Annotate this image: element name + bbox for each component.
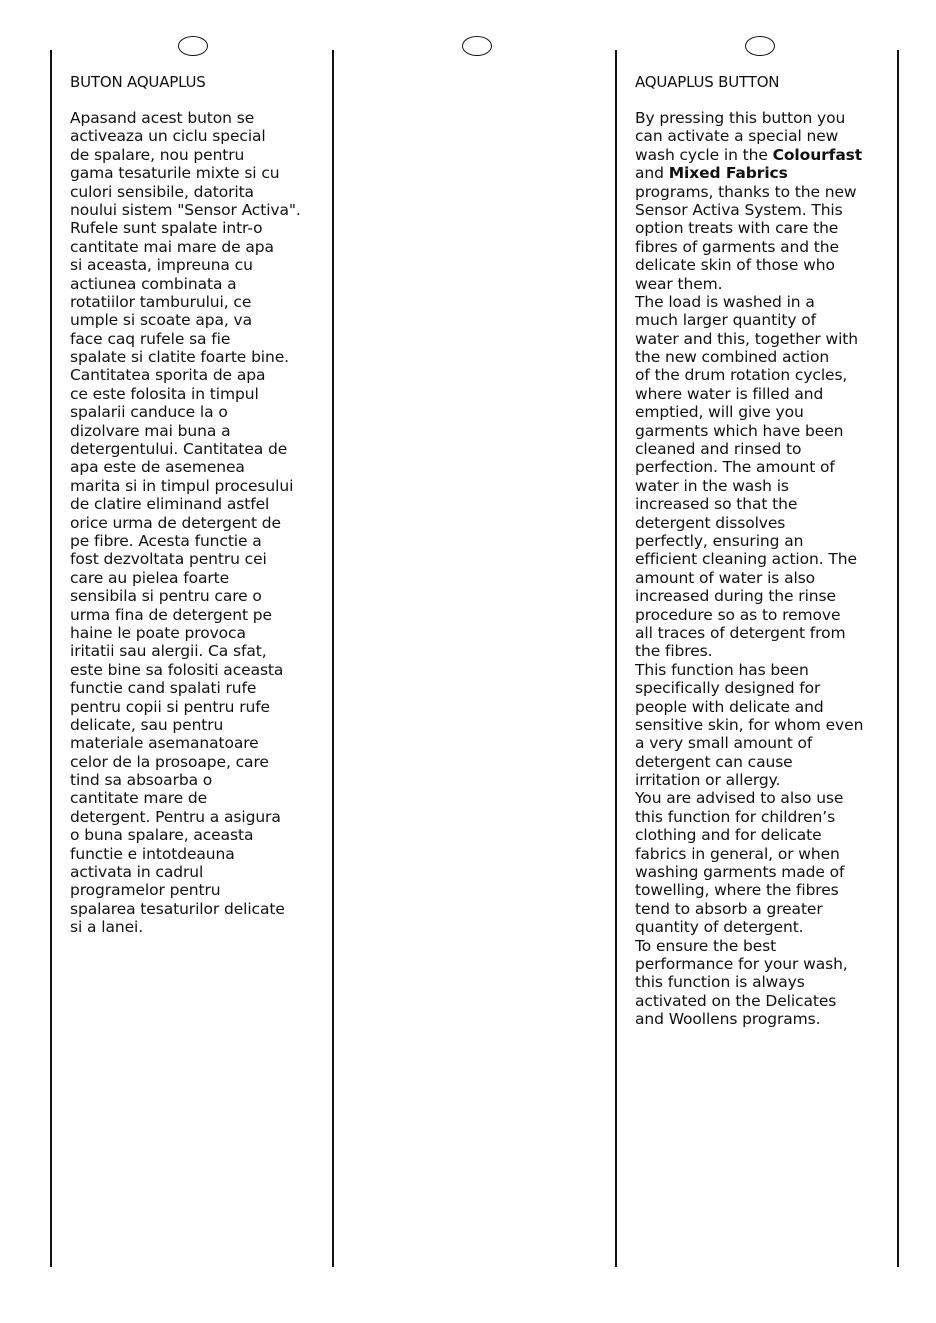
right-line: this function for children’s xyxy=(635,807,836,826)
right-line: specifically designed for xyxy=(635,679,821,698)
right-line: efficient cleaning action. The xyxy=(635,550,857,569)
left-line: detergent. Pentru a asigura xyxy=(70,807,281,826)
right-line: and Woollens programs. xyxy=(635,1010,821,1029)
right-line: water in the wash is xyxy=(635,476,789,495)
left-line: functie cand spalati rufe xyxy=(70,679,257,698)
left-line: haine le poate provoca xyxy=(70,623,246,642)
left-line: face caq rufele sa fie xyxy=(70,329,231,348)
right-line: where water is filled and xyxy=(635,384,824,403)
left-line: materiale asemanatoare xyxy=(70,734,259,753)
left-line: dizolvare mai buna a xyxy=(70,421,231,440)
right-line: emptied, will give you xyxy=(635,403,804,422)
left-line: de spalare, nou pentru xyxy=(70,145,245,164)
right-line: performance for your wash, xyxy=(635,954,848,973)
right-line: To ensure the best xyxy=(635,936,777,955)
mixed-fabrics-emphasis: Mixed Fabrics xyxy=(668,164,788,183)
left-line: celor de la prosoape, care xyxy=(70,752,269,771)
right-line: delicate skin of those who xyxy=(635,256,835,275)
right-line: amount of water is also xyxy=(635,568,816,587)
left-line: iritatii sau alergii. Ca sfat, xyxy=(70,642,267,661)
right-line: water and this, together with xyxy=(635,329,858,348)
right-line: this function is always xyxy=(635,973,805,992)
left-line: apa este de asemenea xyxy=(70,458,245,477)
left-line: orice urma de detergent de xyxy=(70,513,281,532)
right-line: garments which have been xyxy=(635,421,844,440)
left-line: delicate, sau pentru xyxy=(70,715,224,734)
language-marker-oval-left xyxy=(178,36,208,56)
left-line: noului sistem "Sensor Activa". xyxy=(70,200,301,219)
right-line: The load is washed in a xyxy=(635,292,815,311)
language-marker-oval-middle xyxy=(462,36,492,56)
right-line: a very small amount of xyxy=(635,734,813,753)
left-line: pe fibre. Acesta functie a xyxy=(70,531,262,550)
right-line: Sensor Activa System. This xyxy=(635,200,843,219)
right-heading: AQUAPLUS BUTTON xyxy=(635,73,780,91)
right-body xyxy=(635,109,893,1029)
right-line: quantity of detergent. xyxy=(635,918,804,937)
left-line: rotatiilor tamburului, ce xyxy=(70,292,252,311)
right-line: detergent can cause xyxy=(635,752,793,771)
right-line: much larger quantity of xyxy=(635,311,816,330)
right-line: fabrics in general, or when xyxy=(635,844,840,863)
left-line: cantitate mare de xyxy=(70,789,208,808)
left-line: umple si scoate apa, va xyxy=(70,311,253,330)
right-line: tend to absorb a greater xyxy=(635,899,823,918)
right-line: wear them. xyxy=(635,274,723,293)
right-line: This function has been xyxy=(635,660,809,679)
right-line: perfectly, ensuring an xyxy=(635,531,804,550)
left-line: actiunea combinata a xyxy=(70,274,237,293)
column-rule-1 xyxy=(50,50,52,1267)
left-line: Rufele sunt spalate intr-o xyxy=(70,219,263,238)
right-line: can activate a special new xyxy=(635,127,839,146)
right-line-text: wash cycle in the xyxy=(635,145,773,164)
right-line: fibres of garments and the xyxy=(635,237,839,256)
right-line: increased during the rinse xyxy=(635,587,836,606)
right-line: towelling, where the fibres xyxy=(635,881,839,900)
left-line: spalarii canduce la o xyxy=(70,403,228,422)
left-line: Cantitatea sporita de apa xyxy=(70,366,266,385)
right-line: washing garments made of xyxy=(635,863,845,882)
left-line: spalate si clatite foarte bine. xyxy=(70,348,290,367)
right-line xyxy=(635,164,893,182)
right-line: irritation or allergy. xyxy=(635,771,781,790)
left-line: detergentului. Cantitatea de xyxy=(70,440,288,459)
colourfast-emphasis: Colourfast xyxy=(772,145,863,164)
left-line: programelor pentru xyxy=(70,881,221,900)
left-line: culori sensibile, datorita xyxy=(70,182,254,201)
left-line: cantitate mai mare de apa xyxy=(70,237,274,256)
left-line: urma fina de detergent pe xyxy=(70,605,272,624)
right-line: By pressing this button you xyxy=(635,109,846,127)
right-line: perfection. The amount of xyxy=(635,458,835,477)
left-line: gama tesaturile mixte si cu xyxy=(70,164,280,183)
right-line: programs, thanks to the new xyxy=(635,182,857,201)
right-line: detergent dissolves xyxy=(635,513,786,532)
language-marker-oval-right xyxy=(745,36,775,56)
right-line: option treats with care the xyxy=(635,219,839,238)
right-line: You are advised to also use xyxy=(635,789,844,808)
right-line: clothing and for delicate xyxy=(635,826,822,845)
left-line: activeaza un ciclu special xyxy=(70,127,266,146)
right-line: people with delicate and xyxy=(635,697,824,716)
left-body xyxy=(70,109,328,937)
right-line: of the drum rotation cycles, xyxy=(635,366,848,385)
right-line: cleaned and rinsed to xyxy=(635,440,802,459)
left-line: si aceasta, impreuna cu xyxy=(70,256,253,275)
left-line: o buna spalare, aceasta xyxy=(70,826,254,845)
left-line: tind sa absoarba o xyxy=(70,771,213,790)
right-line: all traces of detergent from xyxy=(635,623,846,642)
left-line: functie e intotdeauna xyxy=(70,844,235,863)
left-line: sensibila si pentru care o xyxy=(70,587,262,606)
right-line-text: and xyxy=(635,164,669,183)
column-rule-3 xyxy=(615,50,617,1267)
column-rule-4 xyxy=(897,50,899,1267)
right-line: procedure so as to remove xyxy=(635,605,841,624)
left-line: marita si in timpul procesului xyxy=(70,476,294,495)
left-line: activata in cadrul xyxy=(70,863,204,882)
left-line: care au pielea foarte xyxy=(70,568,230,587)
left-line: este bine sa folositi aceasta xyxy=(70,660,284,679)
right-line: increased so that the xyxy=(635,495,798,514)
left-line: pentru copii si pentru rufe xyxy=(70,697,270,716)
column-rule-2 xyxy=(332,50,334,1267)
left-line: fost dezvoltata pentru cei xyxy=(70,550,267,569)
right-line: activated on the Delicates xyxy=(635,991,837,1010)
left-line: si a lanei. xyxy=(70,918,144,937)
left-line: de clatire eliminand astfel xyxy=(70,495,270,514)
right-line: the new combined action xyxy=(635,348,830,367)
left-line: ce este folosita in timpul xyxy=(70,384,259,403)
right-line: the fibres. xyxy=(635,642,713,661)
left-line: Apasand acest buton se xyxy=(70,109,255,127)
right-line xyxy=(635,146,893,164)
left-line: spalarea tesaturilor delicate xyxy=(70,899,285,918)
left-heading: BUTON AQUAPLUS xyxy=(70,73,206,91)
left-column xyxy=(70,72,328,937)
right-line: sensitive skin, for whom even xyxy=(635,715,864,734)
right-column xyxy=(635,72,893,1029)
